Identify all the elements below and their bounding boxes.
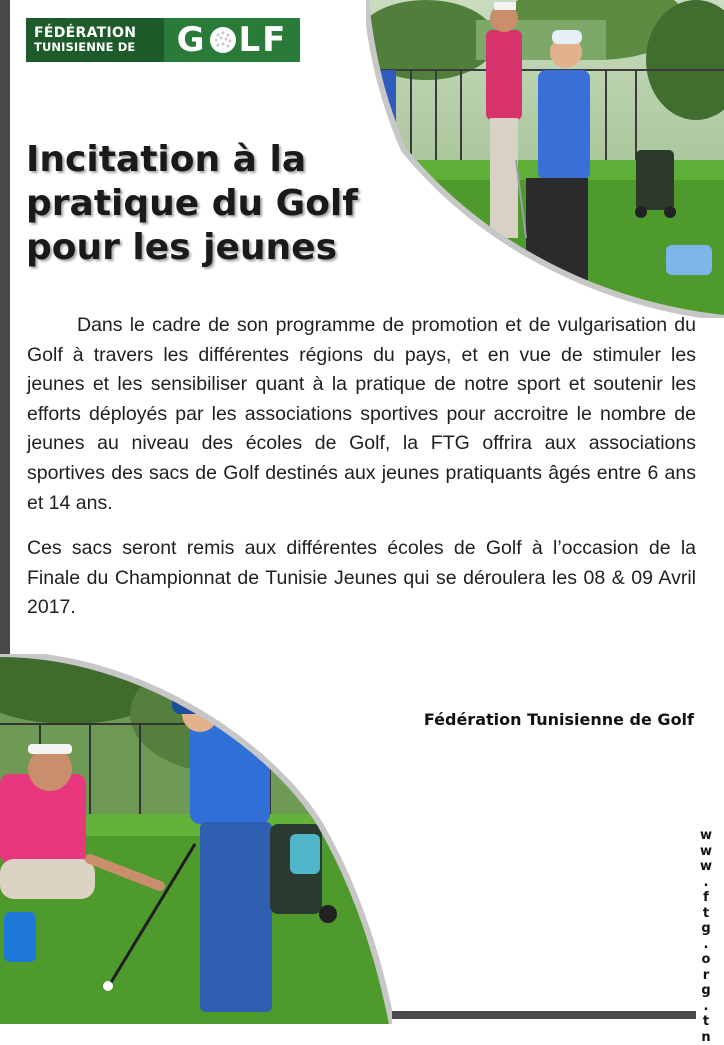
url-char: t [703, 1014, 709, 1030]
ftg-logo [26, 18, 300, 62]
url-char: . [704, 875, 709, 891]
website-url [698, 828, 714, 1045]
url-char: t [703, 906, 709, 922]
bottom-golf-photo [0, 654, 392, 1024]
paragraph-1: Dans le cadre de son programme de promotion et de vulgarisation du Golf à travers les différentes régions du pays, et en vue de stimuler les jeunes et les sensibiliser quant à la pratique de notre sport et soutenir les efforts déployés par les associations sportives pour accroitre le nombre de jeunes au niveau des écoles de Golf, la FTG offrira aux associations sportives des sacs de Golf destinés aux jeunes pratiquants âgés entre 6 ans et 14 ans. [27, 311, 696, 518]
url-char: w [700, 844, 712, 860]
bottom-accent-bar [352, 1011, 696, 1019]
url-char: f [703, 890, 709, 906]
top-golf-photo [366, 0, 724, 318]
logo-text-block [26, 18, 164, 62]
url-char: n [701, 1030, 710, 1045]
url-char: o [702, 952, 711, 968]
logo-golf-suffix: LF [239, 20, 288, 60]
url-char: w [700, 859, 712, 875]
golf-ball-icon [208, 25, 238, 55]
title-line-1: Incitation à la [26, 138, 358, 182]
url-char: . [704, 999, 709, 1015]
url-char: g [701, 983, 710, 999]
url-char: w [700, 828, 712, 844]
title-line-3: pour les jeunes [26, 226, 358, 270]
logo-golf-prefix: G [177, 20, 207, 60]
title-line-2: pratique du Golf [26, 182, 358, 226]
paragraph-2: Ces sacs seront remis aux différentes écoles de Golf à l’occasion de la Finale du Championnat de Tunisie Jeunes qui se déroulera les 08 & 09 Avril 2017. [27, 534, 696, 623]
announcement-body [27, 311, 696, 623]
url-char: r [703, 968, 709, 984]
signature: Fédération Tunisienne de Golf [424, 710, 694, 729]
logo-line-1: FÉDÉRATION [34, 26, 164, 41]
logo-line-2: TUNISIENNE DE [34, 41, 164, 54]
page-title [26, 138, 358, 270]
logo-golf-word [164, 18, 300, 62]
url-char: . [704, 937, 709, 953]
url-char: g [701, 921, 710, 937]
